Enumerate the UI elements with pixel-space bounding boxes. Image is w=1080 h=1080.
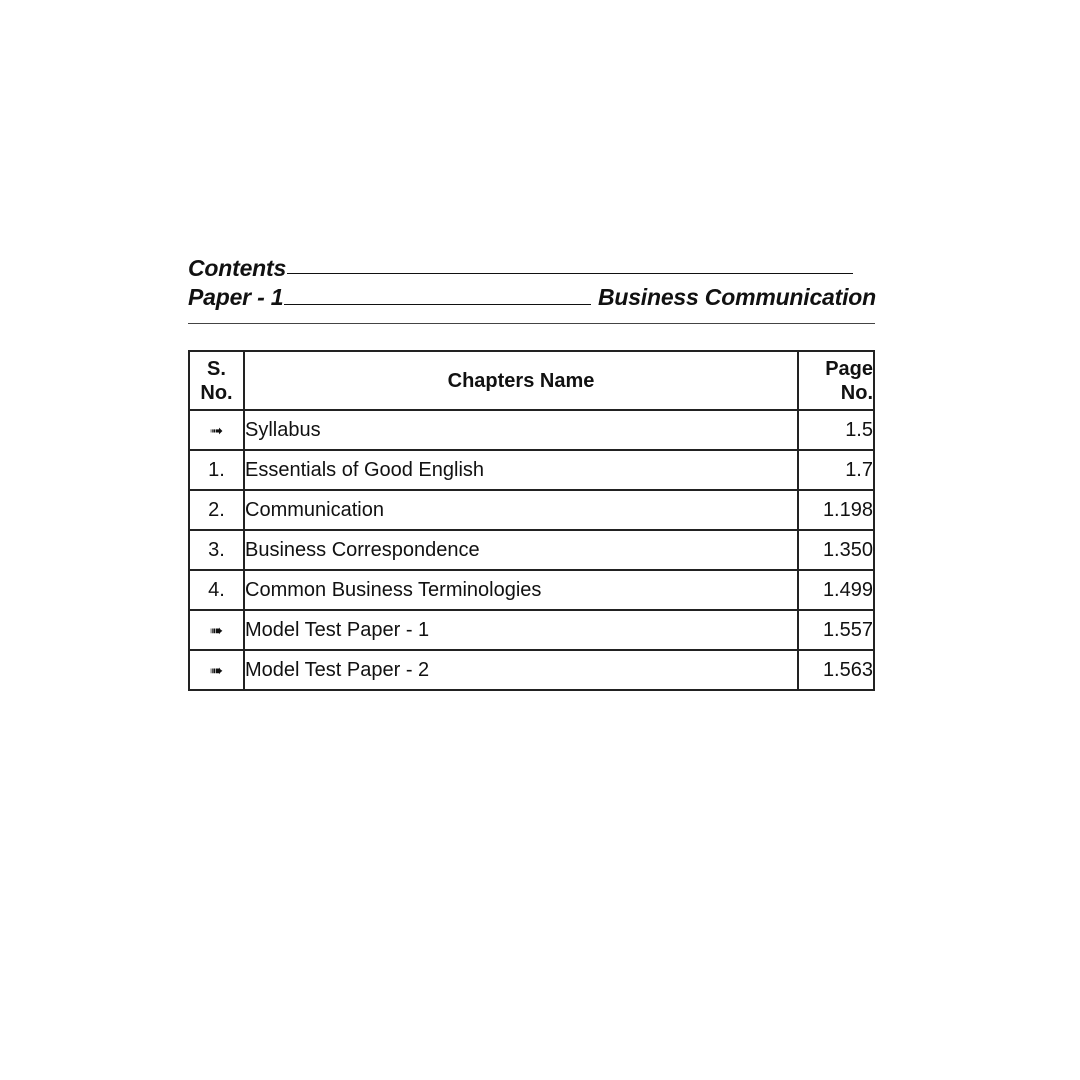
table-row: [189, 650, 874, 690]
column-header-chapter: Chapters Name: [244, 351, 798, 410]
subject-title: Business Communication: [597, 284, 876, 310]
column-header-sno: S. No.: [189, 351, 244, 410]
table-row: [189, 450, 874, 490]
table-row: [189, 490, 874, 530]
header-divider: [188, 323, 875, 324]
chapter-name: Model Test Paper - 1: [244, 610, 798, 650]
row-marker-arrow-icon: ➟: [189, 410, 244, 450]
chapter-name: Common Business Terminologies: [244, 570, 798, 610]
paper-heading: [188, 283, 876, 312]
page-number: 1.7: [798, 450, 874, 490]
paper-underline: [284, 304, 591, 305]
contents-page: [188, 254, 876, 691]
column-header-page: Page No.: [798, 351, 874, 410]
contents-table: [188, 350, 875, 691]
page-number: 1.563: [798, 650, 874, 690]
serial-number: 3.: [189, 530, 244, 570]
row-marker-arrow-icon: ➠: [189, 650, 244, 690]
chapter-name: Communication: [244, 490, 798, 530]
chapter-name: Syllabus: [244, 410, 798, 450]
page-number: 1.350: [798, 530, 874, 570]
table-row: [189, 530, 874, 570]
chapter-name: Essentials of Good English: [244, 450, 798, 490]
chapter-name: Business Correspondence: [244, 530, 798, 570]
serial-number: 1.: [189, 450, 244, 490]
chapter-name: Model Test Paper - 2: [244, 650, 798, 690]
table-row: [189, 410, 874, 450]
table-row: [189, 570, 874, 610]
contents-heading: [188, 254, 876, 283]
page-number: 1.557: [798, 610, 874, 650]
page-number: 1.5: [798, 410, 874, 450]
contents-title: Contents: [188, 255, 287, 281]
serial-number: 4.: [189, 570, 244, 610]
row-marker-arrow-icon: ➠: [189, 610, 244, 650]
paper-label: Paper - 1: [188, 284, 284, 310]
serial-number: 2.: [189, 490, 244, 530]
heading-underline: [287, 273, 853, 274]
page-number: 1.499: [798, 570, 874, 610]
table-header-row: [189, 351, 874, 410]
table-row: [189, 610, 874, 650]
page-number: 1.198: [798, 490, 874, 530]
